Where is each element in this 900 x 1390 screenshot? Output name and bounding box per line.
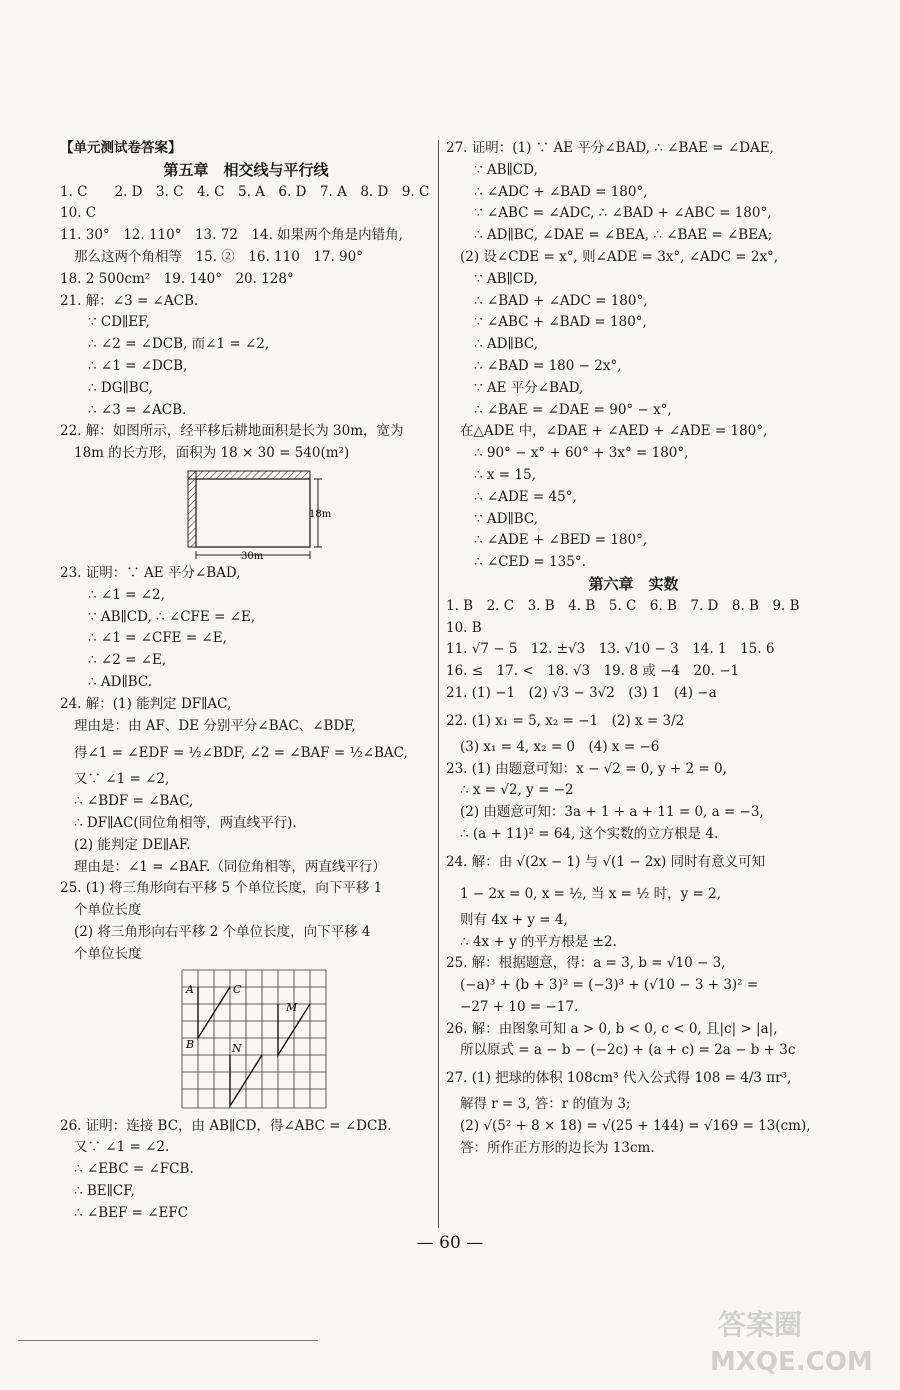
answer-line: 则有 4x + y = 4, (460, 911, 568, 928)
answer-line: ∴ 90° − x° + 60° + 3x° = 180°, (474, 445, 689, 462)
answer-line: 10. C (60, 205, 97, 222)
watermark-text-cn: 答案圈 (718, 1308, 803, 1341)
bottom-rule (18, 1340, 318, 1341)
answer-line: ∴ x = √2, y = −2 (460, 782, 574, 799)
point-label-m: M (286, 1000, 298, 1014)
answer-line: 个单位长度 (74, 945, 142, 962)
answer-line: ∵ AD∥BC, (474, 510, 538, 527)
answer-line: 27. 证明：(1) ∵ AE 平分∠BAD, ∴ ∠BAE = ∠DAE, (446, 140, 774, 156)
answer-line: 16. ≤ 17. < 18. √3 19. 8 或 −4 20. −1 (446, 663, 740, 680)
answer-line: ∴ ∠BDF = ∠BAC, (74, 793, 194, 810)
answer-line: 又∵ ∠1 = ∠2. (74, 1139, 170, 1156)
answer-line: 18. 2 500cm² 19. 140° 20. 128° (60, 270, 294, 287)
field-rectangle (196, 479, 310, 547)
answer-line: 那么这两个角相等 15. ② 16. 110 17. 90° (74, 248, 363, 265)
answer-line: 26. 证明：连接 BC，由 AB∥CD，得∠ABC = ∠DCB. (60, 1117, 392, 1134)
answer-line: 25. 解：根据题意，得：a = 3, b = √10 − 3, (446, 955, 726, 972)
answer-line: ∴ ∠BAD + ∠ADC = 180°, (474, 292, 648, 309)
answer-line: ∵ ∠ABC = ∠ADC, ∴ ∠BAD + ∠ABC = 180°, (474, 205, 772, 222)
watermark-text-en: MXQE.COM (710, 1347, 873, 1377)
answer-line: (2) 设∠CDE = x°, 则∠ADE = 3x°, ∠ADC = 2x°, (460, 248, 779, 265)
answer-line: 22. (1) x₁ = 5, x₂ = −1 (2) x = 3/2 (446, 712, 685, 729)
hatched-road-top (188, 471, 310, 479)
answer-line: 18m 的长方形，面积为 18 × 30 = 540(m²) (74, 445, 350, 462)
answer-line: ∴ ∠1 = ∠2, (88, 586, 165, 603)
answer-line: (2) 由题意可知：3a + 1 + a + 11 = 0, a = −3, (460, 804, 764, 821)
answer-line: 11. √7 − 5 12. ±√3 13. √10 − 3 14. 1 15. 6 (446, 641, 775, 658)
answer-line: ∴ ∠ADE = 45°, (474, 488, 577, 505)
answer-line: 理由是：由 AF、DE 分别平分∠BAC、∠BDF, (74, 717, 356, 734)
answer-line: ∴ ∠2 = ∠DCB, 而∠1 = ∠2, (88, 336, 270, 353)
left-column (60, 138, 432, 1224)
answer-line: 答：所作正方形的边长为 13cm. (460, 1139, 655, 1156)
answer-line: ∴ AD∥BC, ∠DAE = ∠BEA, ∴ ∠BAE = ∠BEA; (474, 227, 773, 244)
answer-line: 在△ADE 中，∠DAE + ∠AED + ∠ADE = 180°, (460, 423, 768, 440)
answer-line: ∴ ∠ADE + ∠BED = 180°, (474, 532, 648, 549)
answer-line: ∴ 4x + y 的平方根是 ±2. (460, 933, 617, 950)
answer-line: ∵ AB∥CD, (474, 270, 538, 287)
answer-line: 个单位长度 (74, 902, 142, 919)
translation-grid-diagram (60, 966, 432, 1116)
answer-line: ∴ ∠BAD = 180 − 2x°, (474, 357, 622, 374)
answer-line: 21. (1) −1 (2) √3 − 3√2 (3) 1 (4) −a (446, 684, 717, 701)
farmland-diagram (60, 465, 432, 563)
answer-line: (3) x₁ = 4, x₂ = 0 (4) x = −6 (460, 738, 660, 755)
answer-line: 24. 解：由 √(2x − 1) 与 √(1 − 2x) 同时有意义可知 (446, 853, 766, 870)
answer-line: ∴ ∠1 = ∠DCB, (88, 357, 188, 374)
width-label: 30m (241, 550, 264, 562)
answer-line: 1. C 2. D 3. C 4. C 5. A 6. D 7. A 8. D 9. C (60, 183, 430, 200)
answer-line: ∴ ∠2 = ∠E, (88, 652, 167, 669)
answer-line: ∴ AD∥BC, (474, 336, 538, 353)
answer-line: 21. 解：∠3 = ∠ACB. (60, 292, 199, 309)
answer-line: ∴ ∠ADC + ∠BAD = 180°, (474, 183, 648, 200)
answer-line: ∴ ∠BAE = ∠DAE = 90° − x°, (474, 401, 672, 418)
answer-line: 11. 30° 12. 110° 13. 72 14. 如果两个角是内错角, (60, 227, 403, 244)
answer-line: ∴ ∠BEF = ∠EFC (74, 1204, 189, 1221)
grid-lines (182, 970, 326, 1108)
column-divider (438, 140, 439, 1228)
answer-line: 理由是：∠1 = ∠BAF.（同位角相等，两直线平行） (74, 858, 386, 875)
grid-figure (60, 966, 432, 1116)
answer-line: ∴ ∠1 = ∠CFE = ∠E, (88, 630, 227, 647)
answer-line: ∴ DF∥AC(同位角相等，两直线平行). (74, 814, 297, 831)
answer-line: ∵ ∠ABC + ∠BAD = 180°, (474, 314, 647, 331)
chapter6-title: 第六章 实数 (588, 574, 679, 593)
point-label-c: C (233, 982, 242, 996)
answer-line: 23. 证明：∵ AE 平分∠BAD, (60, 564, 241, 581)
right-column (446, 138, 821, 1160)
point-label-n: N (232, 1041, 242, 1055)
answer-line: 22. 解：如图所示，经平移后耕地面积是长为 30m，宽为 (60, 423, 404, 440)
answer-line: 解得 r = 3, 答：r 的值为 3; (460, 1096, 631, 1113)
answer-line: 又∵ ∠1 = ∠2, (74, 771, 170, 788)
answer-line: (2) 将三角形向右平移 2 个单位长度，向下平移 4 (74, 923, 371, 940)
answer-line: ∴ (a + 11)² = 64, 这个实数的立方根是 4. (460, 825, 719, 842)
answer-line: 26. 解：由图象可知 a > 0, b < 0, c < 0, 且|c| > |a|, (446, 1020, 778, 1037)
answer-line: 1 − 2x = 0, x = ½, 当 x = ½ 时，y = 2, (460, 885, 722, 902)
answer-line: ∴ BE∥CF, (74, 1182, 135, 1199)
section-heading: 【单元测试卷答案】 (60, 140, 182, 156)
point-label-a: A (186, 982, 194, 996)
answer-line: 23. (1) 由题意可知：x − √2 = 0, y + 2 = 0, (446, 760, 727, 777)
answer-line: ∴ DG∥BC, (88, 379, 154, 396)
answer-line: (2) √(5² + 8 × 18) = √(25 + 144) = √169 = 13(cm), (460, 1118, 811, 1135)
answer-line: ∵ AB∥CD, (474, 161, 538, 178)
chapter5-title: 第五章 相交线与平行线 (163, 160, 329, 179)
answer-line: ∴ ∠EBC = ∠FCB. (74, 1161, 194, 1178)
answer-line: ∴ ∠CED = 135°. (474, 554, 586, 571)
answer-line: ∵ CD∥EF, (88, 314, 150, 331)
answer-line: 25. (1) 将三角形向右平移 5 个单位长度，向下平移 1 (60, 880, 383, 897)
answer-line: ∵ AB∥CD, ∴ ∠CFE = ∠E, (88, 608, 256, 625)
answer-line: (−a)³ + (b + 3)² = (−3)³ + (√10 − 3 + 3)² = (460, 977, 759, 994)
answer-line: 10. B (446, 619, 482, 636)
answer-line: ∵ AE 平分∠BAD, (474, 379, 584, 396)
watermark-logo (700, 1300, 888, 1378)
answer-line: 1. B 2. C 3. B 4. B 5. C 6. B 7. D 8. B 9. B (446, 597, 800, 614)
answer-line: ∴ AD∥BC. (88, 673, 152, 690)
height-label: 18m (309, 508, 332, 520)
point-label-b: B (186, 1037, 195, 1051)
answer-line: ∴ x = 15, (474, 466, 536, 483)
page-number: — 60 — (416, 1233, 484, 1253)
answer-line: 得∠1 = ∠EDF = ½∠BDF, ∠2 = ∠BAF = ½∠BAC, (74, 745, 408, 762)
answer-line: ∴ ∠3 = ∠ACB. (88, 401, 187, 418)
farmland-figure (60, 465, 432, 563)
answer-line: (2) 能判定 DE∥AF. (74, 836, 191, 853)
hatched-road-left (188, 471, 196, 547)
answer-line: 27. (1) 把球的体积 108cm³ 代入公式得 108 = 4/3 πr³, (446, 1070, 792, 1087)
answer-line: 24. 解：(1) 能判定 DF∥AC, (60, 695, 232, 712)
answer-line: 所以原式 = a − b − (−2c) + (a + c) = 2a − b + 3c (460, 1042, 796, 1059)
answer-line: −27 + 10 = −17. (460, 998, 579, 1015)
